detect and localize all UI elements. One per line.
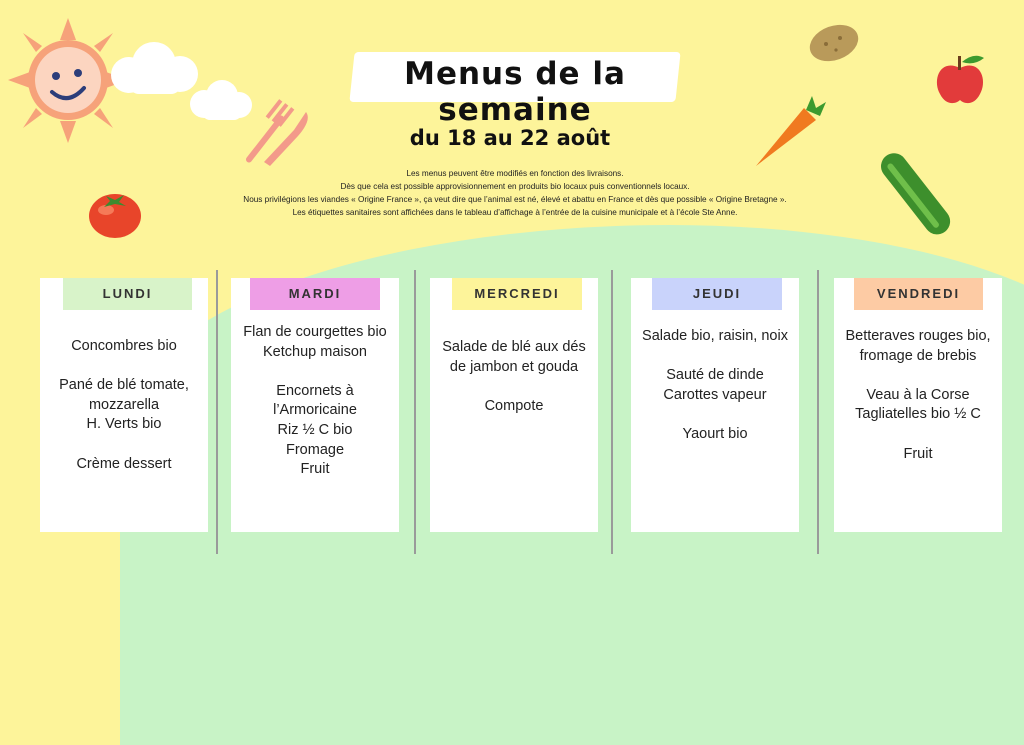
- page-title: Menus de la semaine: [404, 56, 626, 128]
- day-menu-mercredi: Salade de blé aux dés de jambon et gouda Compote: [442, 339, 586, 414]
- notes-block: [170, 167, 860, 219]
- carrot-icon: [746, 94, 828, 170]
- column-separator: [611, 270, 613, 554]
- column-separator: [817, 270, 819, 554]
- column-separator: [216, 270, 218, 554]
- note-line: Les menus peuvent être modifiés en fonction des livraisons.: [406, 169, 624, 178]
- note-line: Nous privilégions les viandes « Origine France », ça veut dire que l’animal est né, élevé et abattu en France et dès que possible « Origine Bretagne ».: [243, 195, 787, 204]
- apple-icon: [930, 50, 990, 108]
- day-label-jeudi: JEUDI: [652, 278, 782, 310]
- day-label-vendredi: VENDREDI: [854, 278, 983, 310]
- day-menu-jeudi: Salade bio, raisin, noix Sauté de dinde Carottes vapeur Yaourt bio: [642, 328, 788, 442]
- day-label-lundi: LUNDI: [63, 278, 192, 310]
- cucumber-icon: [876, 150, 956, 242]
- tomato-icon: [86, 186, 144, 240]
- fork-knife-icon: [240, 92, 320, 172]
- week-dates: du 18 au 22 août: [409, 126, 611, 150]
- day-menu-vendredi: Betteraves rouges bio, fromage de brebis Veau à la Corse Tagliatelles bio ½ C Fruit: [845, 328, 991, 462]
- day-label-mercredi: MERCREDI: [452, 278, 582, 310]
- column-separator: [414, 270, 416, 554]
- day-menu-mardi: Flan de courgettes bio Ketchup maison Encornets à l’Armoricaine Riz ½ C bio Fromage Fruit: [243, 324, 387, 478]
- day-label-mardi: MARDI: [250, 278, 380, 310]
- note-line: Les étiquettes sanitaires sont affichées dans le tableau d’affichage à l’entrée de la cuisine municipale et à l’école Ste Anne.: [292, 208, 738, 217]
- note-line: Dès que cela est possible approvisionnement en produits bio locaux puis conventionnels locaux.: [340, 182, 690, 191]
- potato-icon: [806, 20, 862, 66]
- day-menu-lundi: Concombres bio Pané de blé tomate, mozzarella H. Verts bio Crème dessert: [59, 338, 189, 472]
